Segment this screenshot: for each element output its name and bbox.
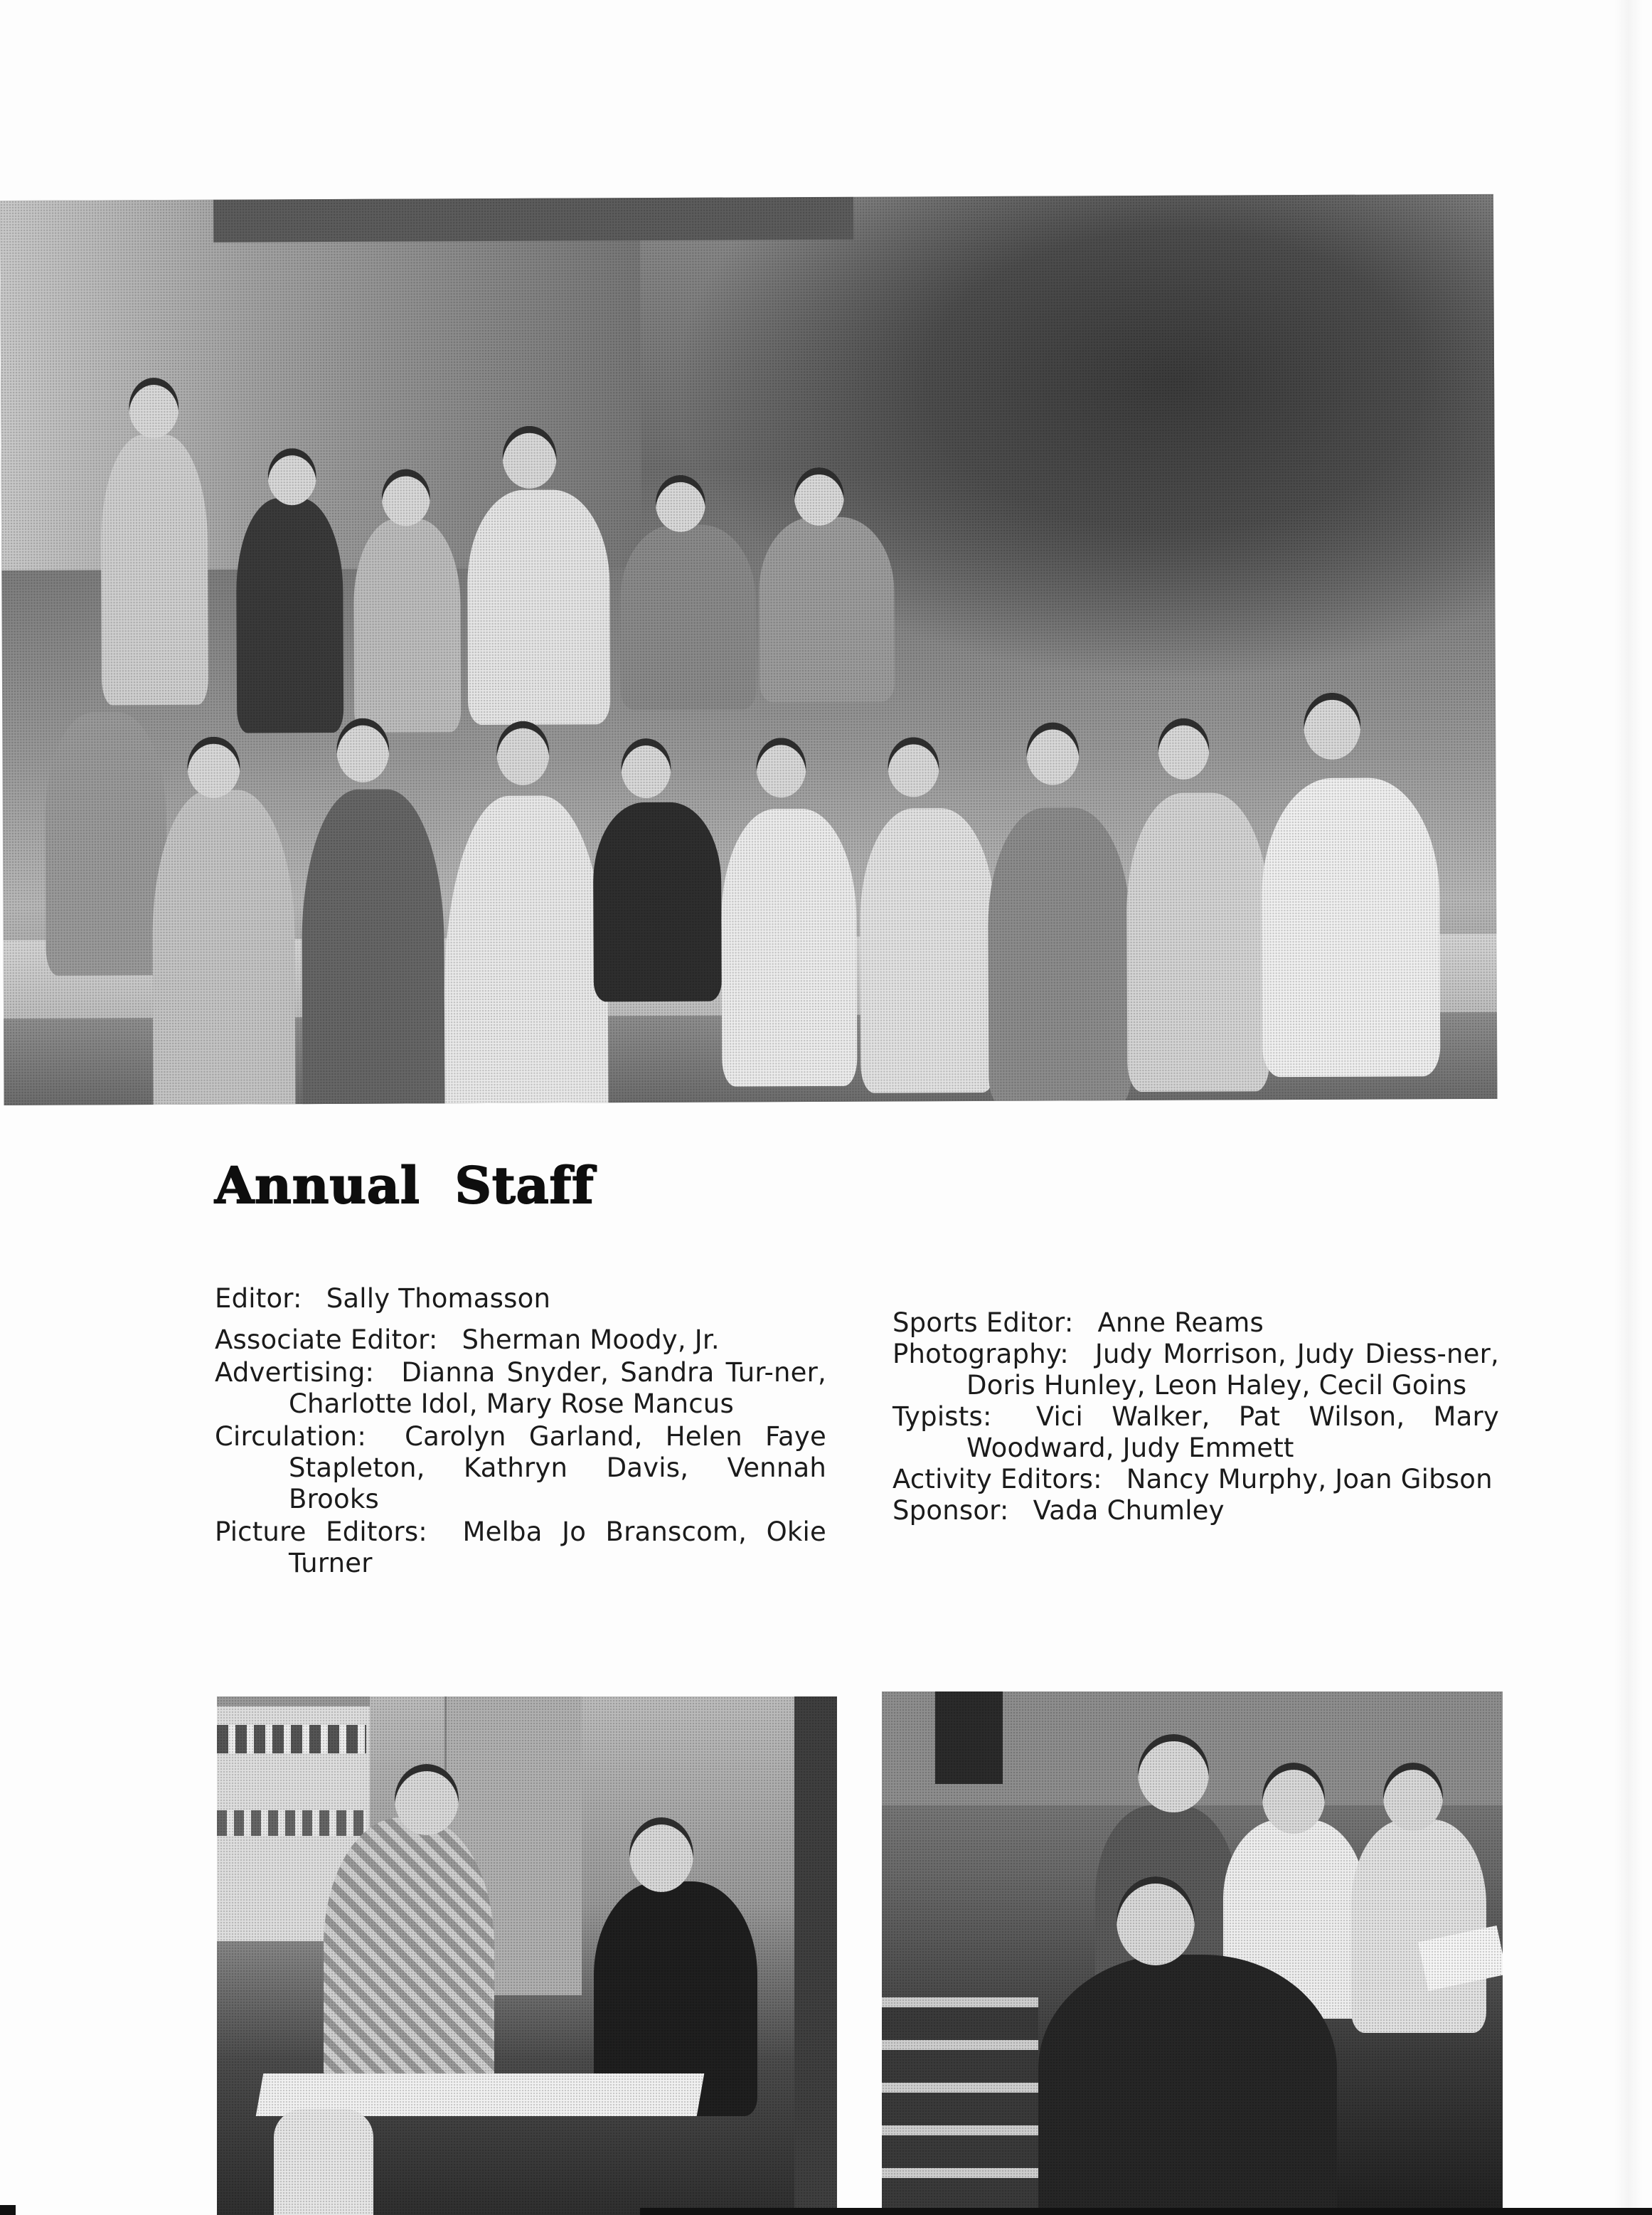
photo-figure [302, 789, 445, 1105]
photo-figure [759, 517, 895, 703]
photo-head [336, 718, 389, 782]
staff-entry-typists [892, 1401, 1499, 1464]
staff-names: Melba Jo Branscom, Okie Turner [289, 1516, 827, 1578]
photo-chair [274, 2109, 373, 2215]
photo-figure [593, 802, 722, 1002]
staff-names: Sherman Moody, Jr. [462, 1324, 720, 1355]
photo-head [382, 469, 430, 526]
staff-role: Advertising: [215, 1357, 375, 1388]
photo-head [1158, 718, 1209, 780]
photo-head [1117, 1876, 1195, 1965]
photo-person-seated [1038, 1955, 1337, 2208]
photo-head [187, 737, 240, 798]
staff-list-right [892, 1307, 1499, 1526]
photo-figure [353, 519, 461, 733]
staff-names: Judy Morrison, Judy Diess-ner, Doris Hunley, Leon Haley, Cecil Goins [966, 1339, 1499, 1401]
staff-entry-advertising [215, 1357, 826, 1420]
staff-role: Editor: [215, 1283, 302, 1314]
staff-role: Picture Editors: [215, 1516, 427, 1547]
staff-names: Dianna Snyder, Sandra Tur-ner, Charlotte Idol, Mary Rose Mancus [289, 1357, 826, 1419]
photo-shelf-jars [217, 1810, 366, 1836]
staff-names: Nancy Murphy, Joan Gibson [1126, 1464, 1493, 1494]
staff-names: Sally Thomasson [326, 1283, 551, 1314]
photo-head [1026, 722, 1079, 785]
photo-head [129, 378, 178, 438]
photo-figure [152, 790, 296, 1105]
staff-entry-activity-editors [892, 1464, 1499, 1495]
photo-head [268, 448, 316, 505]
photo-shelf-jars [217, 1725, 366, 1753]
photo-head [621, 738, 671, 798]
photo-figure [721, 809, 858, 1087]
photo-person-plaid [324, 1817, 494, 2102]
photo-head [629, 1817, 693, 1892]
page-title: Annual Staff [215, 1157, 595, 1215]
photo-figure [988, 807, 1131, 1105]
staff-entry-picture-editors [215, 1516, 826, 1579]
staff-role: Photography: [892, 1339, 1069, 1369]
photo-figure [45, 712, 167, 976]
staff-names: Vici Walker, Pat Wilson, Mary Woodward, Judy Emmett [966, 1401, 1499, 1463]
staff-role: Associate Editor: [215, 1324, 438, 1355]
staff-list-left [215, 1283, 826, 1581]
photo-head [756, 738, 806, 797]
photo-blackboard [935, 1691, 1003, 1784]
staff-role: Sports Editor: [892, 1307, 1074, 1338]
staff-role: Circulation: [215, 1421, 367, 1452]
scan-corner-mark [0, 2205, 16, 2215]
staff-names: Anne Reams [1097, 1307, 1264, 1338]
photo-head [1262, 1763, 1325, 1834]
staff-working-photo-left [217, 1696, 837, 2215]
staff-role: Typists: [892, 1401, 992, 1432]
photo-head [888, 737, 939, 797]
photo-person-white [1351, 1820, 1486, 2033]
photo-head [1304, 693, 1360, 760]
staff-entry-sports-editor [892, 1307, 1499, 1339]
photo-figure [467, 489, 610, 725]
photo-head [1383, 1763, 1443, 1831]
staff-entry-circulation [215, 1421, 826, 1515]
staff-entry-photography [892, 1339, 1499, 1401]
photo-roof [213, 197, 853, 243]
staff-names: Vada Chumley [1033, 1495, 1225, 1526]
photo-figure [860, 808, 996, 1093]
photo-head [502, 426, 556, 489]
photo-head [656, 475, 705, 532]
photo-head [395, 1764, 459, 1835]
photo-dark-panel [794, 1696, 837, 2215]
staff-working-photo-right [882, 1691, 1503, 2208]
photo-figure [100, 435, 208, 706]
photo-head [794, 467, 844, 526]
photo-figure [1262, 777, 1441, 1077]
staff-role: Activity Editors: [892, 1464, 1102, 1494]
staff-entry-associate-editor [215, 1324, 826, 1356]
photo-figure [444, 795, 609, 1105]
staff-entry-editor [215, 1283, 826, 1314]
photo-figure [236, 498, 343, 733]
photo-head [496, 721, 549, 785]
staff-role: Sponsor: [892, 1495, 1009, 1526]
staff-names: Carolyn Garland, Helen Faye Stapleton, Kathryn Davis, Vennah Brooks [289, 1421, 826, 1514]
photo-desks [882, 1997, 1038, 2208]
photo-figure [1126, 792, 1270, 1092]
page-spine-shadow [1614, 0, 1643, 2215]
photo-figure [620, 524, 756, 710]
staff-entry-sponsor [892, 1495, 1499, 1526]
photo-head [1138, 1734, 1209, 1812]
scan-edge-band [640, 2208, 1652, 2215]
staff-group-photo [0, 194, 1498, 1105]
